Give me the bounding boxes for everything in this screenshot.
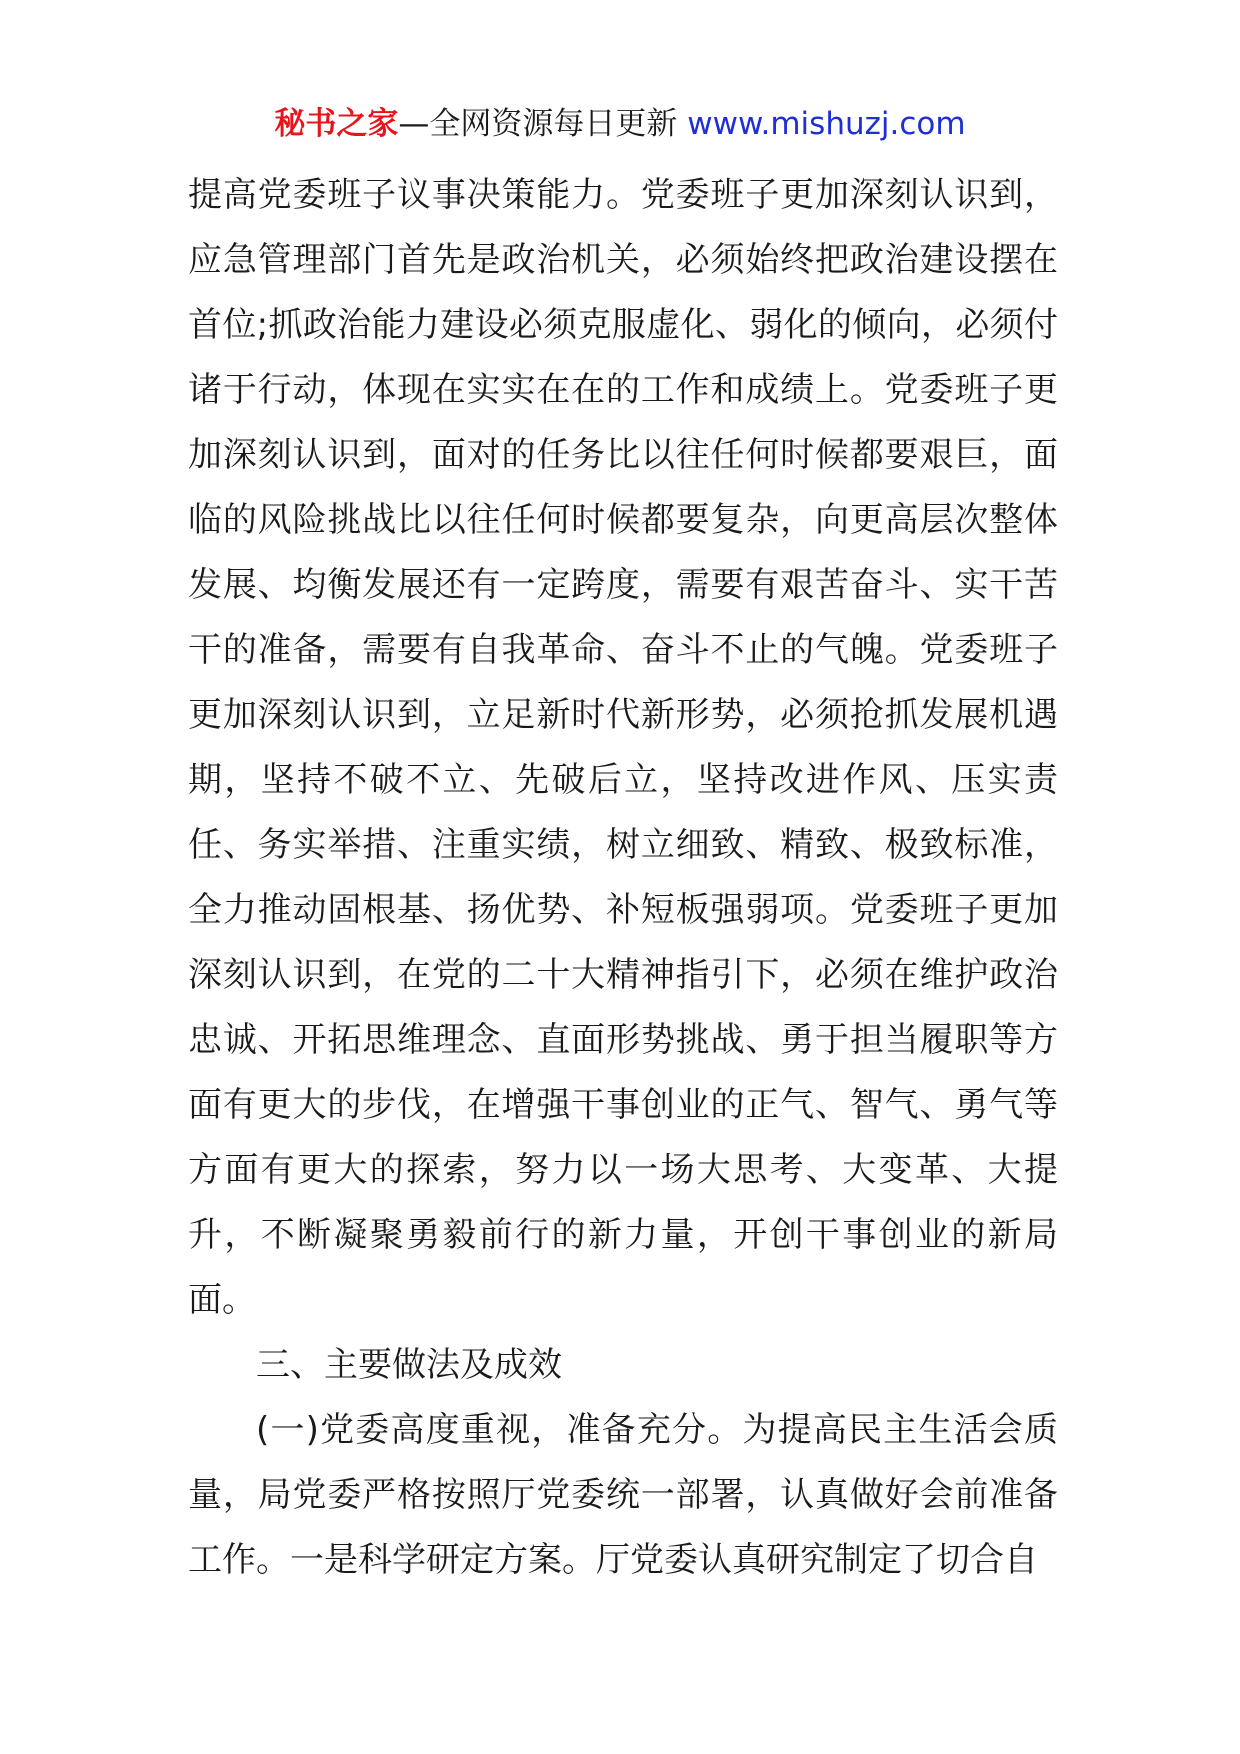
site-url[interactable]: www.mishuzj.com [687, 106, 966, 142]
paragraph-continuation: 提高党委班子议事决策能力。党委班子更加深刻认识到，应急管理部门首先是政治机关，必须始终把政治建设摆在首位;抓政治能力建设必须克服虚化、弱化的倾向，必须付诸于行动，体现在实实在在的工作和成绩上。党委班子更加深刻认识到，面对的任务比以往任何时候都要艰巨，面临的风险挑战比以往任何时候都要复杂，向更高层次整体发展、均衡发展还有一定跨度，需要有艰苦奋斗、实干苦干的准备，需要有自我革命、奋斗不止的气魄。党委班子更加深刻认识到，立足新时代新形势，必须抢抓发展机遇期，坚持不破不立、先破后立，坚持改进作风、压实责任、务实举措、注重实绩，树立细致、精致、极致标准，全力推动固根基、扬优势、补短板强弱项。党委班子更加深刻认识到，在党的二十大精神指引下，必须在维护政治忠诚、开拓思维理念、直面形势挑战、勇于担当履职等方面有更大的步伐，在增强干事创业的正气、智气、勇气等方面有更大的探索，努力以一场大思考、大变革、大提升，不断凝聚勇毅前行的新力量，开创干事创业的新局面。 [188, 175, 1059, 1320]
paragraph-subsection-1: (一)党委高度重视，准备充分。为提高民主生活会质量，局党委严格按照厅党委统一部署，认真做好会前准备工作。一是科学研定方案。厅党委认真研究制定了切合自 [188, 1410, 1058, 1580]
document-body [188, 163, 1058, 1593]
site-brand: 秘书之家 [274, 106, 399, 142]
section-heading: 三、主要做法及成效 [256, 1345, 562, 1385]
site-tagline: —全网资源每日更新 [398, 106, 688, 142]
site-header [0, 102, 1240, 146]
